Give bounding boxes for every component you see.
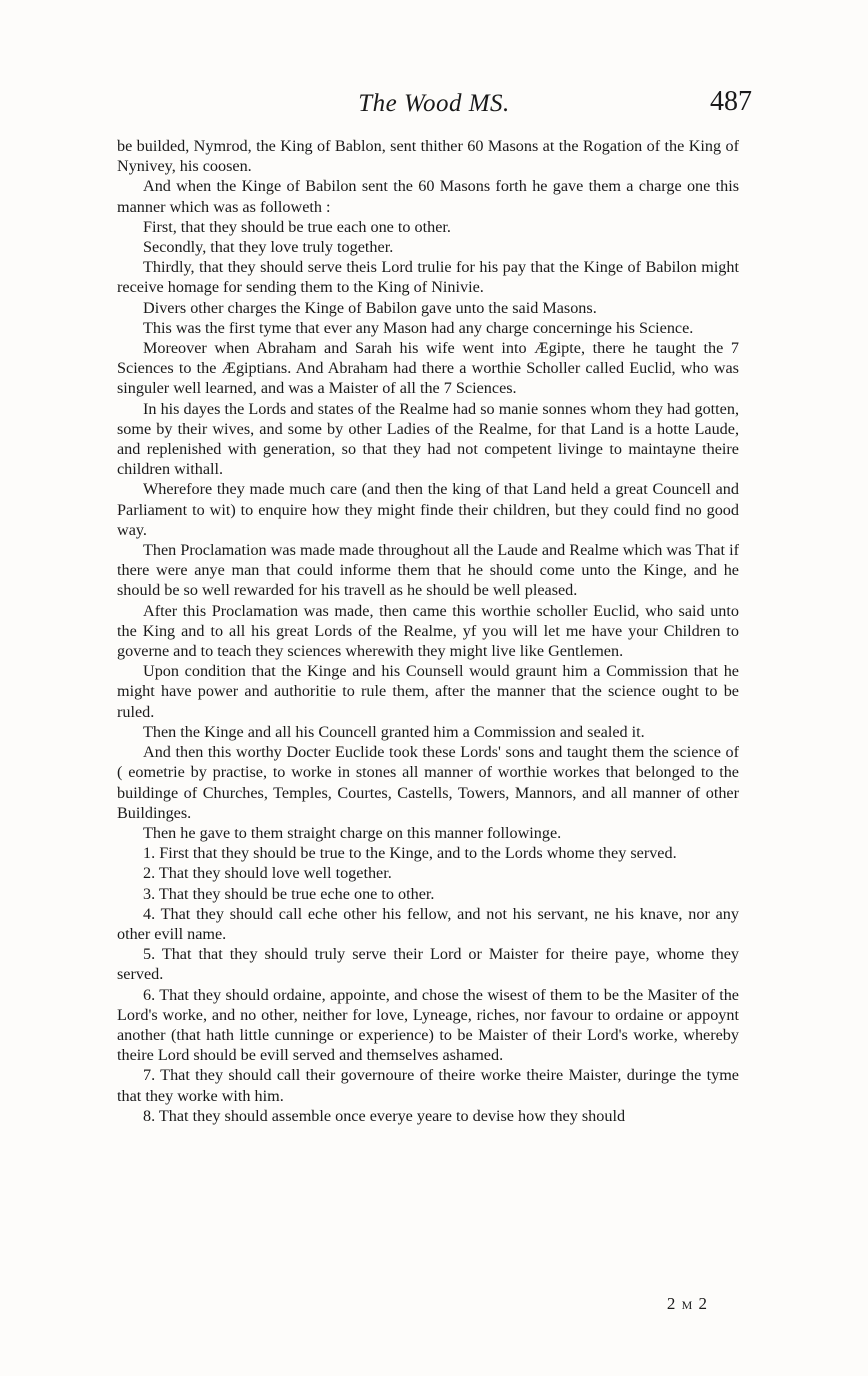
paragraph: This was the first tyme that ever any Mason had any charge concerninge his Science. (143, 318, 694, 337)
paragraph: Then the Kinge and all his Councell granted him a Commission and sealed it. (143, 722, 645, 741)
charge-item: 1. First that they should be true to the Kinge, and to the Lords whome they served. (143, 844, 677, 863)
charge-item: 3. That they should be true eche one to other. (143, 884, 435, 903)
paragraph: And then this worthy Docter Euclide took these Lords' sons and taught them the science of ( eometrie by practise, to worke in stones all manner of worthie workes that belonged to the buildinge of Churches, Temples, Courtes, Castells, Towers, Mannors, and all manner of other Buildinges. (117, 743, 739, 822)
paragraph: In his dayes the Lords and states of the Realme had so manie sonnes whom they had gotten, some by their wives, and some by other Ladies of the Realme, for that Land is a hotte Laude, and replenished with generation, so that they had not competent livinge to maintayne theire children withall. (117, 399, 739, 479)
page-title: The Wood MS. (358, 90, 510, 117)
charge-item: 7. That they should call their governoure of theire worke theire Maister, duringe the tyme that they worke with him. (117, 1066, 739, 1105)
charge-item: 2. That they should love well together. (143, 864, 392, 883)
signature-suffix: 2 (698, 1294, 708, 1313)
charge-item: 6. That they should ordaine, appointe, and chose the wisest of them to be the Masiter of the Lord's worke, and no other, neither for love, Lyneage, riches, nor favour to ordaine or appoynt another (that hath little cunninge or experience) to be Maister of their Lord's worke, whereby theire Lord should be evill served and themselves ashamed. (117, 985, 739, 1065)
paragraph: And when the Kinge of Babilon sent the 60 Masons forth he gave them a charge one this manner which was as followeth : (117, 177, 739, 216)
paragraph: Wherefore they made much care (and then the king of that Land held a great Councell and Parliament to wit) to enquire how they might finde their children, but they could find no good way. (117, 480, 739, 539)
running-head (0, 86, 868, 126)
paragraph: First, that they should be true each one to other. (143, 217, 451, 236)
paragraph: Thirdly, that they should serve theis Lord trulie for his pay that the Kinge of Babilon might receive homage for sending them to the King of Ninivie. (117, 258, 739, 297)
paragraph: Upon condition that the Kinge and his Counsell would graunt him a Commission that he might have power and authoritie to rule them, after the manner that the science ought to be ruled. (117, 662, 739, 721)
paragraph: be builded, Nymrod, the King of Bablon, sent thither 60 Masons at the Rogation of the King of Nynivey, his coosen. (117, 137, 739, 176)
printer-signature-mark (667, 1294, 708, 1314)
paragraph: After this Proclamation was made, then came this worthie scholler Euclid, who said unto the King and to all his great Lords of the Realme, yf you will let me have your Children to governe and to teach they sciences wherewith they might live like Gentlemen. (117, 601, 739, 661)
signature-letter: M (681, 1298, 694, 1312)
page-number: 487 (710, 86, 752, 117)
paragraph: Moreover when Abraham and Sarah his wife went into Ægipte, there he taught the 7 Sciences to the Ægiptians. And Abraham had there a worthie Scholler called Euclid, who was singuler well learned, and was a Maister of all the 7 Sciences. (117, 339, 739, 398)
charge-item: 5. That that they should truly serve their Lord or Maister for theire paye, whome they served. (117, 945, 739, 984)
paragraph: Then Proclamation was made made throughout all the Laude and Realme which was That if there were anye man that could informe them that he should come unto the Kinge, and he should be so well rewarded for his travell as he should be well pleased. (117, 541, 739, 600)
charge-item: 8. That they should assemble once everye yeare to devise how they should (143, 1106, 626, 1125)
body-text (117, 136, 739, 1126)
charge-item: 4. That they should call eche other his fellow, and not his servant, ne his knave, nor any other evill name. (117, 904, 739, 943)
paragraph: Then he gave to them straight charge on this manner followinge. (143, 823, 562, 842)
paragraph: Divers other charges the Kinge of Babilon gave unto the said Masons. (143, 298, 597, 317)
signature-number: 2 (666, 1294, 677, 1313)
paragraph: Secondly, that they love truly together. (143, 238, 394, 257)
